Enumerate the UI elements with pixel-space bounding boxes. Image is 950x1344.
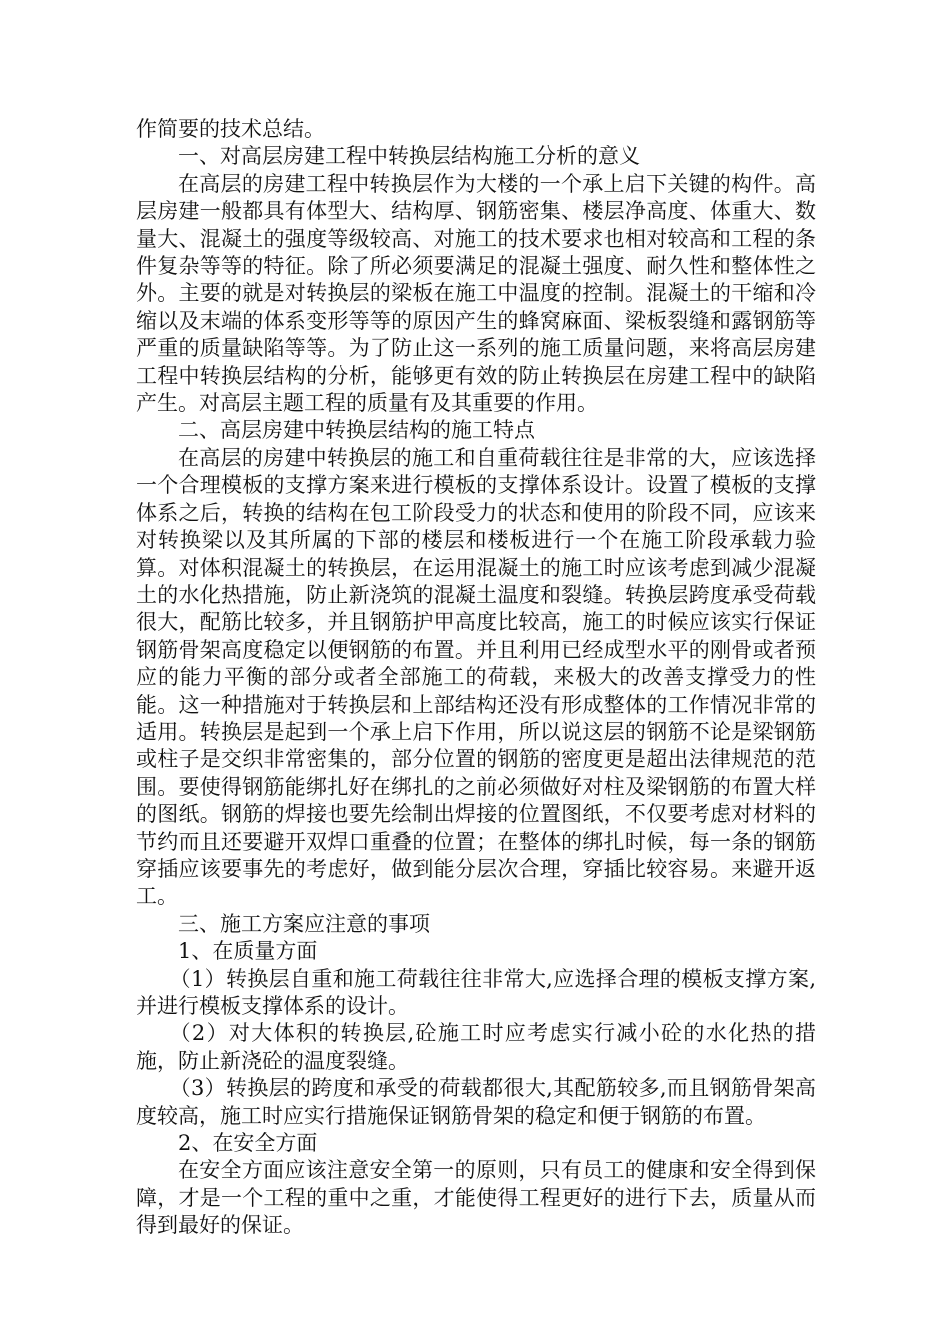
paragraph-intro-tail: 作简要的技术总结。 <box>136 117 325 141</box>
paragraph-safety: 在安全方面应该注意安全第一的原则，只有员工的健康和安全得到保障，才是一个工程的重中之重，才能使得工程更好的进行下去，质量从而得到最好的保证。 <box>136 1158 816 1238</box>
section-heading-2: 二、高层房建中转换层结构的施工特点 <box>178 418 535 443</box>
section-heading-1: 一、对高层房建工程中转换层结构施工分析的意义 <box>178 144 640 169</box>
list-item-quality-2: （2）对大体积的转换层,砼施工时应考虑实行减小砼的水化热的措施，防止新浇砼的温度裂缝。 <box>136 1021 816 1073</box>
paragraph-section-2: 在高层的房建中转换层的施工和自重荷载往往是非常的大，应该选择一个合理模板的支撑方案来进行模板的支撑体系设计。设置了模板的支撑体系之后，转换的结构在包工阶段受力的状态和使用的阶段不同，应该来对转换梁以及其所属的下部的楼层和楼板进行一个在施工阶段承载力验算。对体积混凝土的转换层，在运用混凝土的施工时应该考虑到减少混凝土的水化热措施，防止新浇筑的混凝土温度和裂缝。转换层跨度承受荷载很大，配筋比较多，并且钢筋护甲高度比较高，施工的时候应该实行保证钢筋骨架高度稳定以便钢筋的布置。并且利用已经成型水平的刚骨或者预应的能力平衡的部分或者全部施工的荷载，来极大的改善支撑受力的性能。这一种措施对于转换层和上部结构还没有形成整体的工作情况非常的适用。转换层是起到一个承上启下作用，所以说这层的钢筋不论是梁钢筋或柱子是交织非常密集的，部分位置的钢筋的密度更是超出法律规范的范围。要使得钢筋能绑扎好在绑扎的之前必须做好对柱及梁钢筋的布置大样的图纸。钢筋的焊接也要先绘制出焊接的位置图纸，不仅要考虑对材料的节约而且还要避开双焊口重叠的位置；在整体的绑扎时候，每一条的钢筋穿插应该要事先的考虑好，做到能分层次合理，穿插比较容易。来避开返工。 <box>136 445 816 909</box>
section-heading-3: 三、施工方案应注意的事项 <box>178 911 430 936</box>
paragraph-section-1: 在高层的房建工程中转换层作为大楼的一个承上启下关键的构件。高层房建一般都具有体型大、结构厚、钢筋密集、楼层净高度、体重大、数量大、混凝土的强度等级较高、对施工的技术要求也相对较高和工程的条件复杂等等的特征。除了所必须要满足的混凝土强度、耐久性和整体性之外。主要的就是对转换层的梁板在施工中温度的控制。混凝土的干缩和冷缩以及末端的体系变形等等的原因产生的蜂窝麻面、梁板裂缝和露钢筋等严重的质量缺陷等等。为了防止这一系列的施工质量问题，来将高层房建工程中转换层结构的分析，能够更有效的防止转换层在房建工程中的缺陷产生。对高层主题工程的质量有及其重要的作用。 <box>136 171 816 416</box>
subsection-heading-quality: 1、在质量方面 <box>178 939 318 964</box>
subsection-heading-safety: 2、在安全方面 <box>178 1131 318 1156</box>
document-page <box>136 116 816 1240</box>
list-item-quality-1: （1）转换层自重和施工荷载往往非常大,应选择合理的模板支撑方案,并进行模板支撑体系的设计。 <box>136 966 816 1018</box>
list-item-quality-3: （3）转换层的跨度和承受的荷载都很大,其配筋较多,而且钢筋骨架高度较高，施工时应实行措施保证钢筋骨架的稳定和便于钢筋的布置。 <box>136 1076 816 1128</box>
